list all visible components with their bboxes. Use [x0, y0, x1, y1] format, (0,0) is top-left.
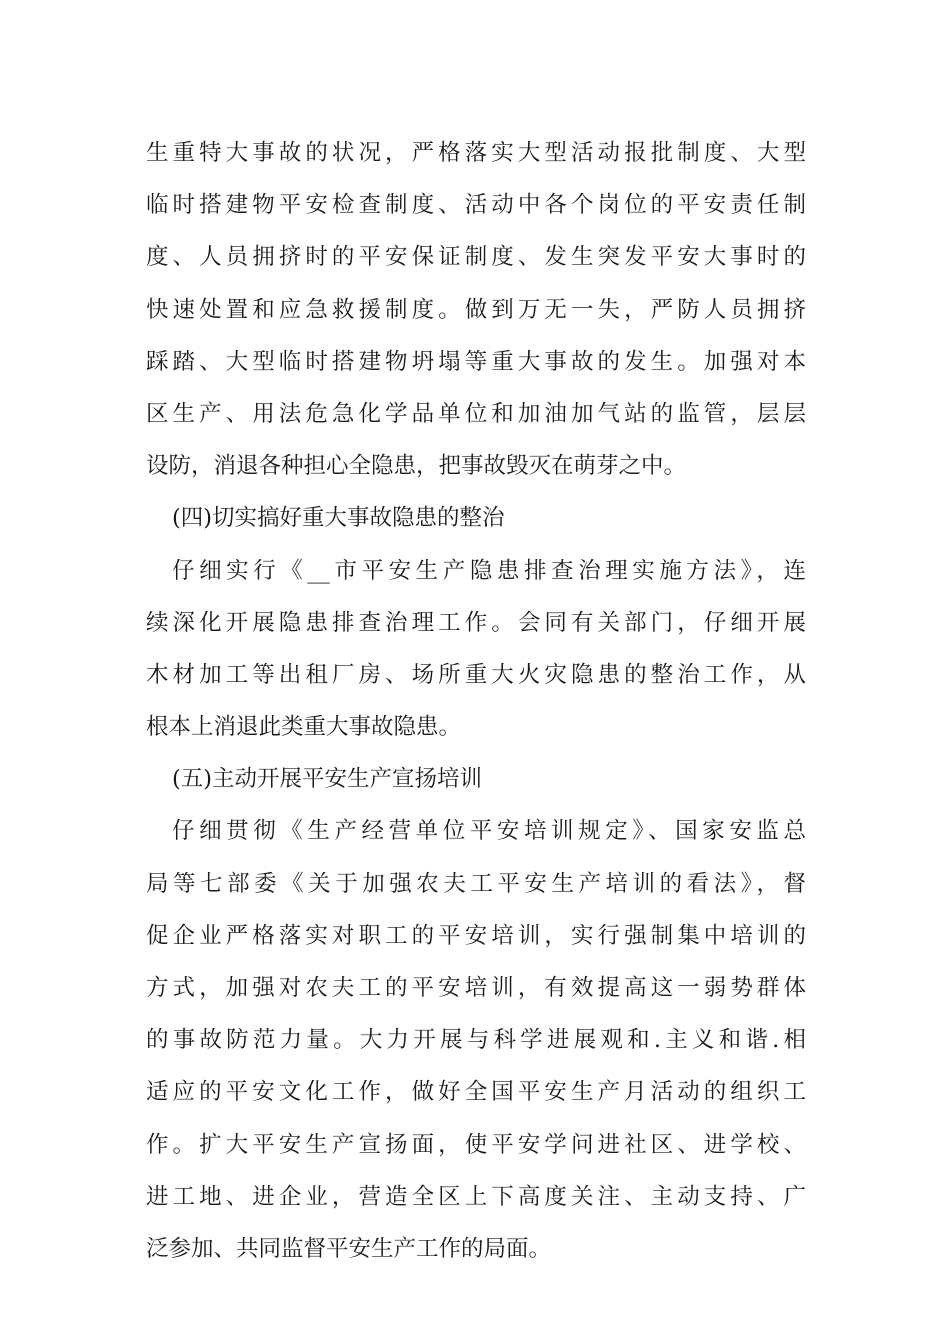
paragraph-line: 的事故防范力量。大力开展与科学进展观和.主义和谐.相 — [146, 1027, 806, 1054]
paragraph-line: 设防，消退各种担心全隐患，把事故毁灭在萌芽之中。 — [146, 453, 687, 480]
paragraph-line: 进工地、进企业，营造全区上下高度关注、主动支持、广 — [146, 1183, 806, 1210]
paragraph-line: 泛参加、共同监督平安生产工作的局面。 — [146, 1235, 552, 1262]
paragraph-line: 仔细实行《__市平安生产隐患排查治理实施方法》，连 — [172, 557, 806, 584]
paragraph-line: 度、人员拥挤时的平安保证制度、发生突发平安大事时的 — [146, 244, 806, 271]
section-heading: (四)切实搞好重大事故隐患的整治 — [172, 505, 505, 532]
paragraph-line: 仔细贯彻《生产经营单位平安培训规定》、国家安监总 — [172, 818, 806, 845]
section-heading: (五)主动开展平安生产宣扬培训 — [172, 766, 483, 793]
paragraph-line: 木材加工等出租厂房、场所重大火灾隐患的整治工作，从 — [146, 661, 806, 688]
paragraph-line: 临时搭建物平安检查制度、活动中各个岗位的平安责任制 — [146, 192, 806, 219]
paragraph-line: 根本上消退此类重大事故隐患。 — [146, 714, 462, 741]
paragraph-line: 适应的平安文化工作，做好全国平安生产月活动的组织工 — [146, 1079, 806, 1106]
paragraph-line: 方式，加强对农夫工的平安培训，有效提高这一弱势群体 — [146, 975, 806, 1001]
document-page — [146, 131, 806, 1279]
paragraph-line: 作。扩大平安生产宣扬面，使平安学问进社区、进学校、 — [146, 1131, 806, 1158]
paragraph-line: 促企业严格落实对职工的平安培训，实行强制集中培训的 — [146, 922, 806, 949]
paragraph-line: 局等七部委《关于加强农夫工平安生产培训的看法》，督 — [146, 870, 806, 897]
paragraph-line: 生重特大事故的状况，严格落实大型活动报批制度、大型 — [146, 140, 806, 166]
paragraph-line: 踩踏、大型临时搭建物坍塌等重大事故的发生。加强对本 — [146, 348, 806, 375]
paragraph-line: 续深化开展隐患排查治理工作。会同有关部门，仔细开展 — [146, 609, 806, 636]
paragraph-line: 区生产、用法危急化学品单位和加油加气站的监管，层层 — [146, 400, 806, 427]
paragraph-line: 快速处置和应急救援制度。做到万无一失，严防人员拥挤 — [146, 296, 806, 323]
